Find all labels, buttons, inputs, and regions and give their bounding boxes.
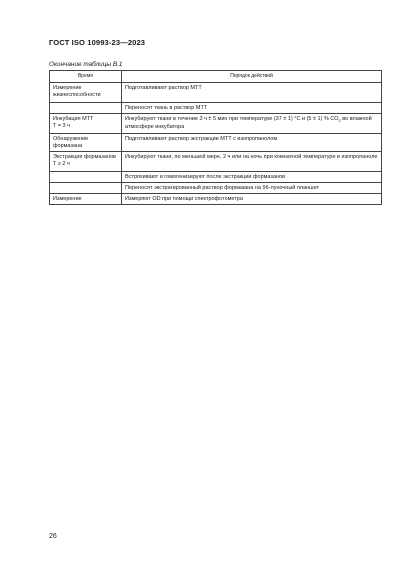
action-text: Инкубируют ткани в течение 3 ч ± 5 мин при температуре (37 ± 1) °С и (5 ± 1) % СО <box>125 115 339 122</box>
action-text-cont: во влажной атмосфере инкубатора <box>125 115 372 130</box>
table-row <box>50 152 382 172</box>
table-row <box>50 134 382 152</box>
column-header-time: Время <box>50 71 122 83</box>
table-row <box>50 103 382 114</box>
table-header-row <box>50 71 382 83</box>
action-cell: Встряхивают и гомогенизируют после экстракции формазанов <box>122 172 382 183</box>
table-row <box>50 183 382 194</box>
protocol-table <box>49 70 382 205</box>
time-cell: Измерение <box>50 194 122 205</box>
time-cell <box>50 183 122 194</box>
action-cell: Подготавливают раствор МТТ <box>122 83 382 103</box>
time-cell <box>50 172 122 183</box>
action-cell: Переносят экстрагированный раствор формазана на 96-луночный планшет <box>122 183 382 194</box>
time-cell: Обнаружение формазана <box>50 134 122 152</box>
table-row <box>50 172 382 183</box>
table-row <box>50 114 382 134</box>
table-row <box>50 83 382 103</box>
table-caption: Окончание таблицы В.1 <box>49 61 123 68</box>
action-cell: Подготавливают раствор экстракции МТТ с изопропанолом <box>122 134 382 152</box>
action-cell: Переносят ткань в раствор МТТ <box>122 103 382 114</box>
action-cell <box>122 114 382 134</box>
page-number: 26 <box>49 533 57 540</box>
action-cell: Измеряют ОD при помощи спектрофотометра <box>122 194 382 205</box>
table-row <box>50 194 382 205</box>
column-header-order: Порядок действий <box>122 71 382 83</box>
document-header: ГОСТ ISO 10993-23—2023 <box>49 38 146 47</box>
action-cell: Инкубируют ткани, по меньшей мере, 2 ч или на ночь при комнатной температуре в изопропаноле <box>122 152 382 172</box>
subscript-text: 2 <box>338 117 341 123</box>
time-cell: Измерение жизнеспособности <box>50 83 122 103</box>
time-cell: Экстракция формазанов T ≥ 2 ч <box>50 152 122 172</box>
time-cell: Инкубация МТТ T = 3 ч <box>50 114 122 134</box>
time-cell <box>50 103 122 114</box>
